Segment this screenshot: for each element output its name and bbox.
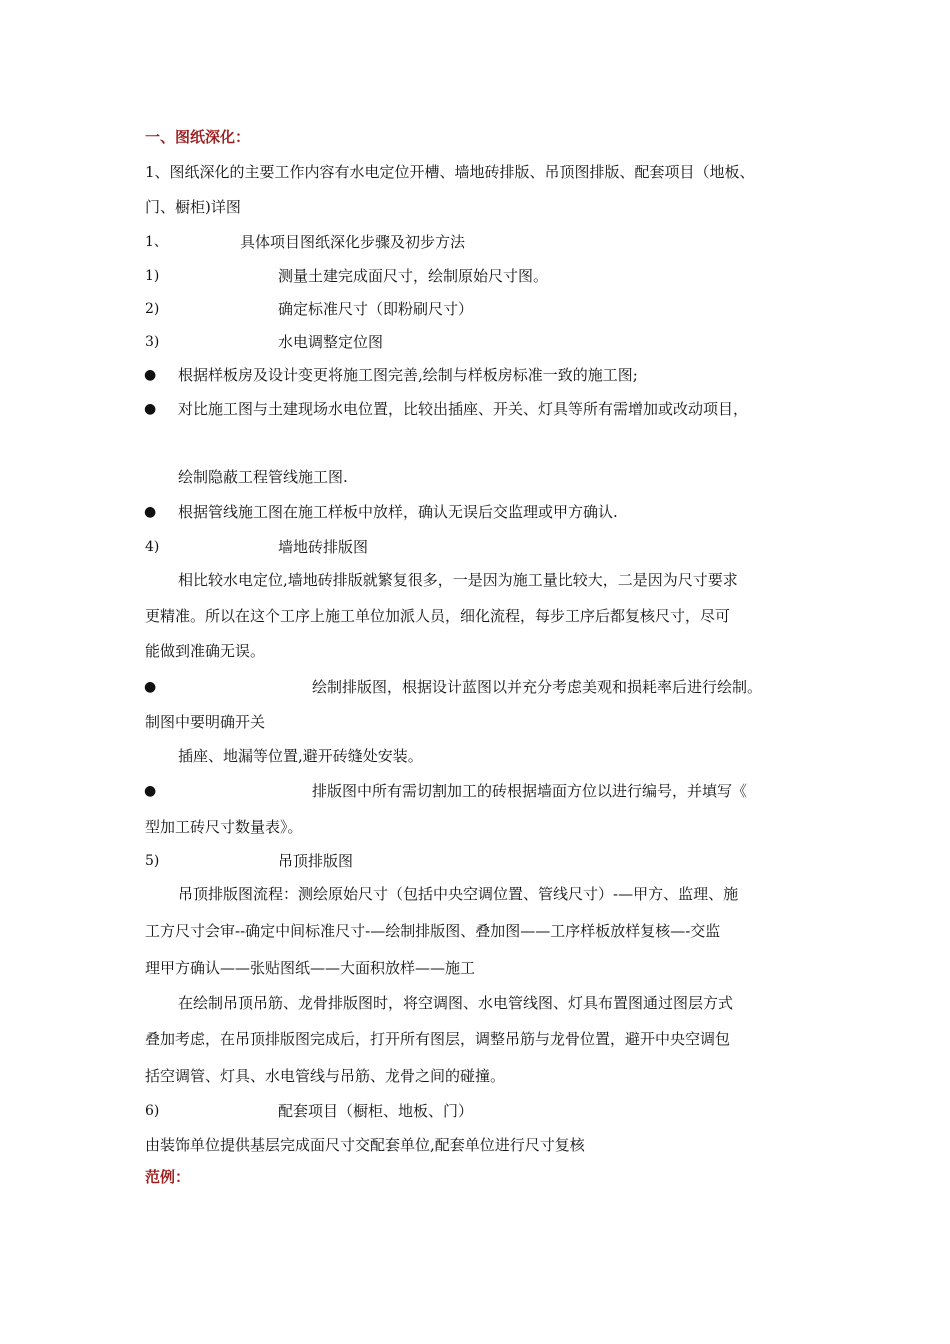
bullet-5-line-1: 排版图中所有需切割加工的砖根据墙面方位以进行编号，并填写《 (312, 782, 748, 800)
bullet-1-text: 根据样板房及设计变更将施工图完善,绘制与样板房标准一致的施工图; (178, 366, 638, 384)
item-6-number: 6) (145, 1103, 160, 1119)
bullet-2-line-2: 绘制隐蔽工程管线施工图. (178, 468, 348, 486)
item-2-text: 确定标准尺寸（即粉刷尺寸） (278, 300, 474, 318)
bullet-icon: ● (144, 401, 157, 417)
paragraph-5a-line-2: 工方尺寸会审--确定中间标准尺寸-—绘制排版图、叠加图——工序样板放样复核—-交监 (145, 922, 721, 940)
bullet-4-line-1: 绘制排版图，根据设计蓝图以并充分考虑美观和损耗率后进行绘制。 (312, 678, 763, 696)
item-6-text: 配套项目（橱柜、地板、门） (278, 1102, 474, 1120)
item-5-text: 吊顶排版图 (278, 852, 354, 870)
bullet-2-line-1: 对比施工图与土建现场水电位置，比较出插座、开关、灯具等所有需增加或改动项目， (178, 400, 749, 418)
bullet-4-line-2: 制图中要明确开关 (145, 713, 266, 731)
section-heading: 一、图纸深化： (145, 128, 251, 146)
bullet-icon: ● (144, 783, 157, 799)
paragraph-6: 由装饰单位提供基层完成面尺寸交配套单位,配套单位进行尺寸复核 (145, 1136, 585, 1154)
item-1-number: 1) (145, 268, 160, 284)
paragraph-5b-line-2: 叠加考虑，在吊顶排版图完成后，打开所有图层，调整吊筋与龙骨位置，避开中央空调包 (145, 1030, 731, 1048)
item-2-number: 2) (145, 301, 160, 317)
paragraph-1-line-2: 门、橱柜)详图 (145, 198, 241, 216)
paragraph-1-line-1: 1、图纸深化的主要工作内容有水电定位开槽、墙地砖排版、吊顶图排版、配套项目（地板、 (145, 163, 755, 181)
bullet-4-line-3: 插座、地漏等位置,避开砖缝处安装。 (178, 747, 423, 765)
step-number: 1、 (145, 234, 168, 250)
bullet-5-line-2: 型加工砖尺寸数量表》。 (145, 818, 303, 836)
paragraph-4-line-1: 相比较水电定位,墙地砖排版就繁复很多，一是因为施工量比较大，二是因为尺寸要求 (178, 571, 738, 589)
paragraph-5b-line-1: 在绘制吊顶吊筋、龙骨排版图时，将空调图、水电管线图、灯具布置图通过图层方式 (178, 994, 734, 1012)
example-heading: 范例： (145, 1168, 191, 1186)
item-5-number: 5) (145, 853, 160, 869)
item-4-text: 墙地砖排版图 (278, 538, 369, 556)
bullet-icon: ● (144, 679, 157, 695)
item-1-text: 测量土建完成面尺寸，绘制原始尺寸图。 (278, 267, 549, 285)
item-3-number: 3) (145, 334, 160, 350)
bullet-icon: ● (144, 504, 157, 520)
paragraph-5b-line-3: 括空调管、灯具、水电管线与吊筋、龙骨之间的碰撞。 (145, 1067, 506, 1085)
paragraph-5a-line-3: 理甲方确认——张贴图纸——大面积放样——施工 (145, 959, 476, 977)
item-3-text: 水电调整定位图 (278, 333, 384, 351)
paragraph-5a-line-1: 吊顶排版图流程：测绘原始尺寸（包括中央空调位置、管线尺寸）-—甲方、监理、施 (178, 885, 739, 903)
bullet-icon: ● (144, 367, 157, 383)
item-4-number: 4) (145, 539, 160, 555)
step-title: 具体项目图纸深化步骤及初步方法 (240, 233, 466, 251)
bullet-3-text: 根据管线施工图在施工样板中放样，确认无误后交监理或甲方确认. (178, 503, 618, 521)
paragraph-4-line-3: 能做到准确无误。 (145, 642, 266, 660)
paragraph-4-line-2: 更精准。所以在这个工序上施工单位加派人员，细化流程，每步工序后都复核尺寸，尽可 (145, 607, 731, 625)
